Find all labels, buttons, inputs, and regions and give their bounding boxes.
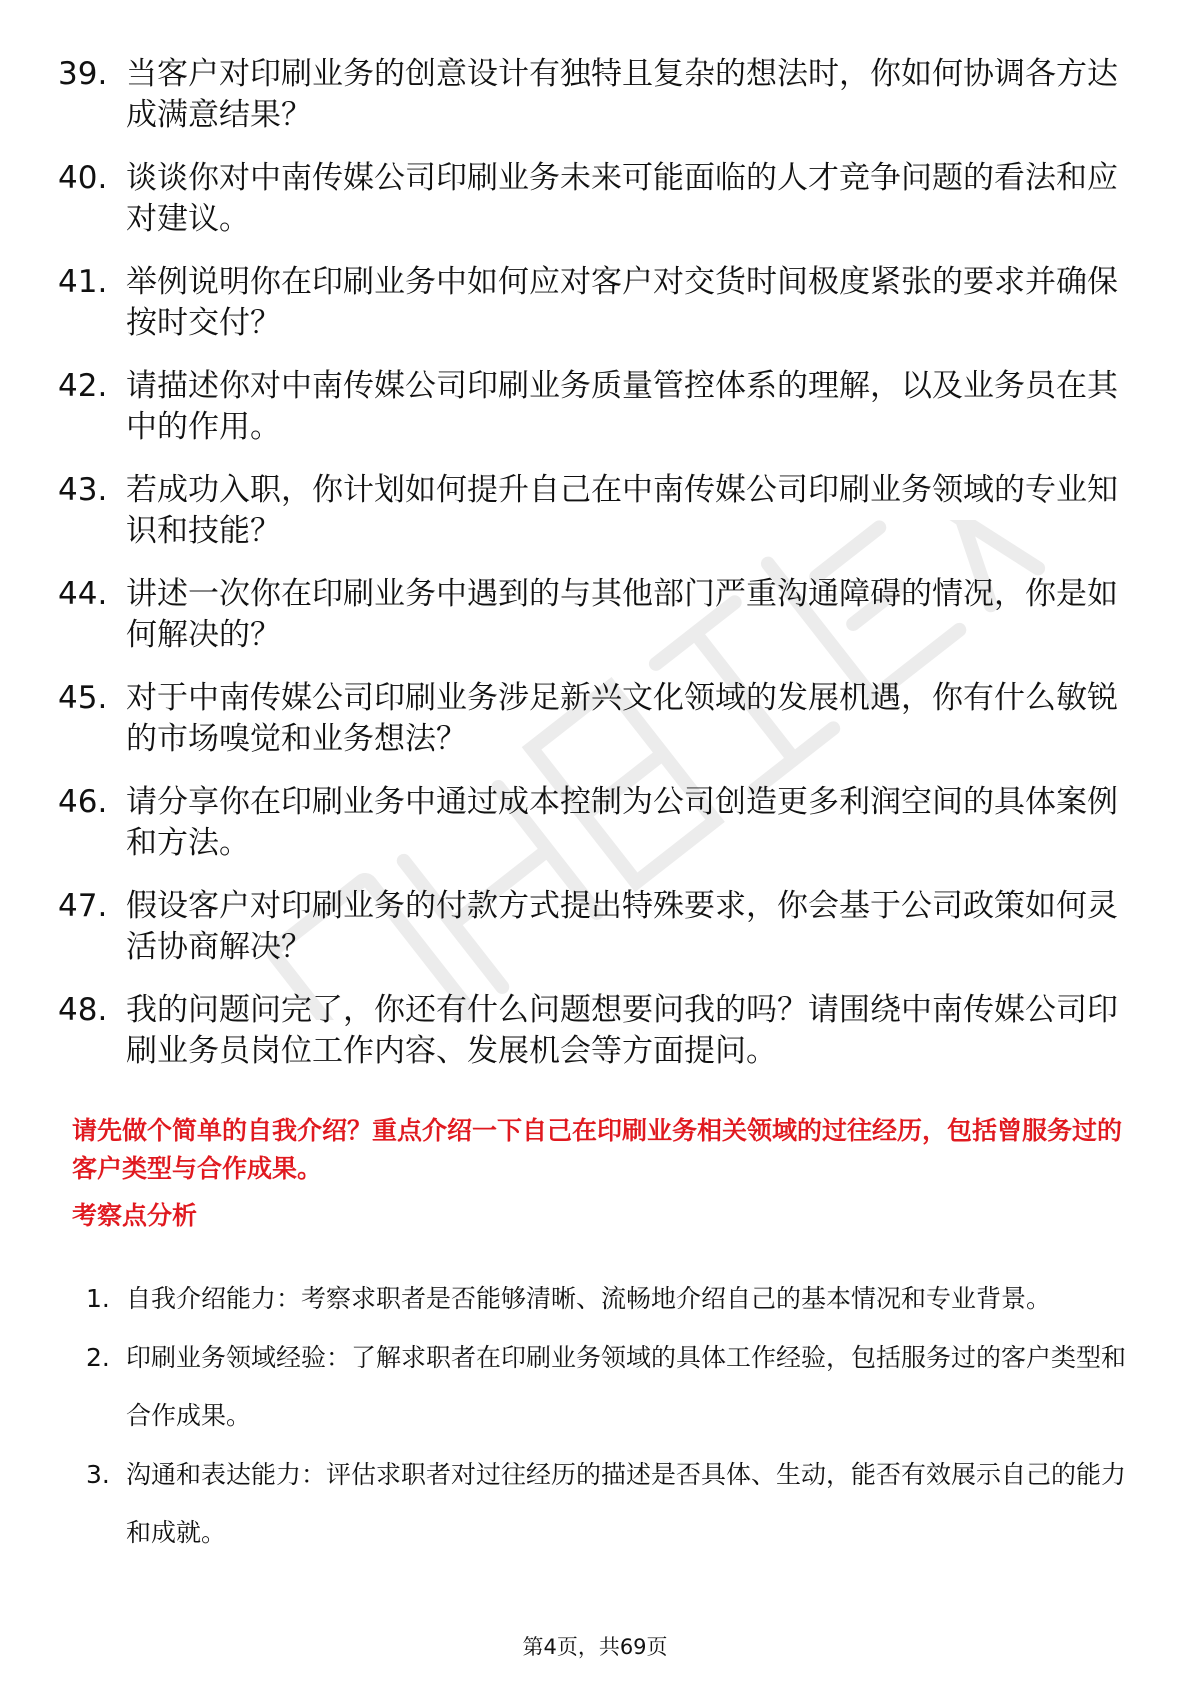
question-item bbox=[58, 470, 1128, 552]
question-item bbox=[58, 366, 1128, 448]
question-text: 请分享你在印刷业务中通过成本控制为公司创造更多利润空间的具体案例和方法。 bbox=[126, 784, 1118, 861]
analysis-item bbox=[86, 1446, 1126, 1562]
question-number: 48. bbox=[58, 992, 108, 1028]
question-text: 举例说明你在印刷业务中如何应对客户对交货时间极度紧张的要求并确保按时交付？ bbox=[126, 264, 1118, 341]
analysis-item bbox=[86, 1329, 1126, 1445]
question-text: 谈谈你对中南传媒公司印刷业务未来可能面临的人才竞争问题的看法和应对建议。 bbox=[126, 160, 1118, 237]
analysis-text: 自我介绍能力：考察求职者是否能够清晰、流畅地介绍自己的基本情况和专业背景。 bbox=[126, 1284, 1052, 1313]
question-number: 42. bbox=[58, 368, 108, 404]
question-item bbox=[58, 782, 1128, 864]
question-text: 请描述你对中南传媒公司印刷业务质量管控体系的理解，以及业务员在其中的作用。 bbox=[126, 368, 1118, 445]
analysis-text: 印刷业务领域经验：了解求职者在印刷业务领域的具体工作经验，包括服务过的客户类型和合作成果。 bbox=[126, 1343, 1127, 1430]
question-number: 45. bbox=[58, 680, 108, 716]
question-item bbox=[58, 574, 1128, 656]
question-number: 41. bbox=[58, 264, 108, 300]
analysis-item bbox=[86, 1270, 1126, 1328]
question-number: 46. bbox=[58, 784, 108, 820]
question-number: 43. bbox=[58, 472, 108, 508]
question-item bbox=[58, 54, 1128, 136]
question-text: 当客户对印刷业务的创意设计有独特且复杂的想法时，你如何协调各方达成满意结果？ bbox=[126, 56, 1118, 133]
question-text: 假设客户对印刷业务的付款方式提出特殊要求，你会基于公司政策如何灵活协商解决？ bbox=[126, 888, 1118, 965]
question-number: 39. bbox=[58, 56, 108, 92]
analysis-heading: 考察点分析 bbox=[72, 1201, 198, 1230]
question-text: 讲述一次你在印刷业务中遇到的与其他部门严重沟通障碍的情况，你是如何解决的？ bbox=[126, 576, 1118, 653]
question-item bbox=[58, 886, 1128, 968]
analysis-text: 沟通和表达能力：评估求职者对过往经历的描述是否具体、生动，能否有效展示自己的能力和成就。 bbox=[126, 1460, 1127, 1547]
question-text: 我的问题问完了，你还有什么问题想要问我的吗？请围绕中南传媒公司印刷业务员岗位工作内容、发展机会等方面提问。 bbox=[126, 992, 1118, 1069]
analysis-number: 1. bbox=[86, 1284, 110, 1313]
question-number: 44. bbox=[58, 576, 108, 612]
question-text: 对于中南传媒公司印刷业务涉足新兴文化领域的发展机遇，你有什么敏锐的市场嗅觉和业务想法？ bbox=[126, 680, 1118, 757]
page-footer: 第4页，共69页 bbox=[522, 1635, 668, 1659]
question-list bbox=[58, 54, 1128, 1094]
analysis-number: 3. bbox=[86, 1460, 110, 1489]
highlight-question: 请先做个简单的自我介绍？重点介绍一下自己在印刷业务相关领域的过往经历，包括曾服务过的客户类型与合作成果。 bbox=[72, 1116, 1123, 1183]
question-text: 若成功入职，你计划如何提升自己在中南传媒公司印刷业务领域的专业知识和技能？ bbox=[126, 472, 1118, 549]
question-item bbox=[58, 990, 1128, 1072]
question-number: 40. bbox=[58, 160, 108, 196]
analysis-list bbox=[86, 1270, 1126, 1563]
question-number: 47. bbox=[58, 888, 108, 924]
question-item bbox=[58, 262, 1128, 344]
question-item bbox=[58, 158, 1128, 240]
question-item bbox=[58, 678, 1128, 760]
analysis-number: 2. bbox=[86, 1343, 110, 1372]
